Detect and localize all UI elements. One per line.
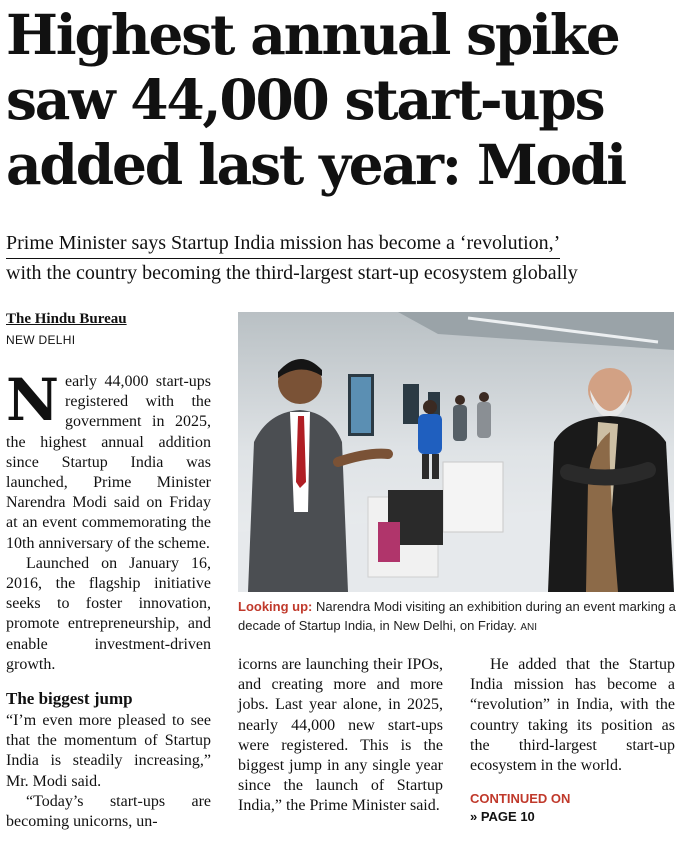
paragraph-1: [6, 366, 211, 554]
headline: [6, 2, 674, 197]
paragraph-4: “Today’s start-ups are becoming unicorns, un-: [6, 792, 211, 831]
continued-page[interactable]: » PAGE 10: [470, 809, 535, 825]
caption-text: Narendra Modi visiting an exhibition during an event marking a decade of Startup India, in New Delhi, on Friday.: [238, 599, 676, 633]
article-column-2: [238, 655, 443, 817]
photo-credit: ANI: [520, 622, 537, 633]
photo-caption: [238, 597, 678, 637]
byline-place: NEW DELHI: [6, 333, 76, 347]
continued-on[interactable]: [470, 790, 675, 826]
subhead: The biggest jump: [6, 689, 133, 709]
news-photo: [238, 312, 674, 592]
article-column-3: [470, 655, 675, 826]
byline: [6, 310, 226, 347]
continued-label: CONTINUED ON: [470, 791, 571, 807]
paragraph-2: Launched on January 16, 2016, the flagship initiative seeks to foster innovation, promote entrepreneurship, and enable investment-driven growth.: [6, 554, 211, 673]
paragraph-5: He added that the Startup India mission has become a “revolution” in India, with the country taking its position as the third-largest start-up ecosystem in the world.: [470, 656, 675, 775]
deck-line-2: with the country becoming the third-largest start-up ecosystem globally: [6, 262, 578, 284]
byline-bureau: The Hindu Bureau: [6, 311, 127, 327]
paragraph-1-text: early 44,000 start-ups registered with the government in 2025, the highest annual addition since Startup India was launched, Prime Minister Narendra Modi said on Friday at an event commemorating the 10th anniversary of the scheme.: [6, 373, 211, 552]
drop-cap: N: [6, 366, 60, 434]
deck-line-1: Prime Minister says Startup India mission has become a ‘revolution,’: [6, 230, 560, 259]
caption-lead: Looking up:: [238, 599, 313, 614]
headline-line-1: Highest annual spike: [6, 2, 619, 67]
deck: [6, 230, 674, 287]
article-column-1: [6, 366, 211, 832]
headline-line-2: saw 44,000 start-ups: [6, 67, 604, 132]
paragraph-3: “I’m even more pleased to see that the momentum of Startup India is steadily increasing,” Mr. Modi said.: [6, 712, 211, 790]
headline-line-3: added last year: Modi: [6, 132, 625, 197]
paragraph-4-continued: icorns are launching their IPOs, and creating more and more jobs. Last year alone, in 2025, nearly 44,000 new start-ups were registered. This is the biggest jump in any single year since the launch of Startup India,” the Prime Minister said.: [238, 656, 443, 815]
